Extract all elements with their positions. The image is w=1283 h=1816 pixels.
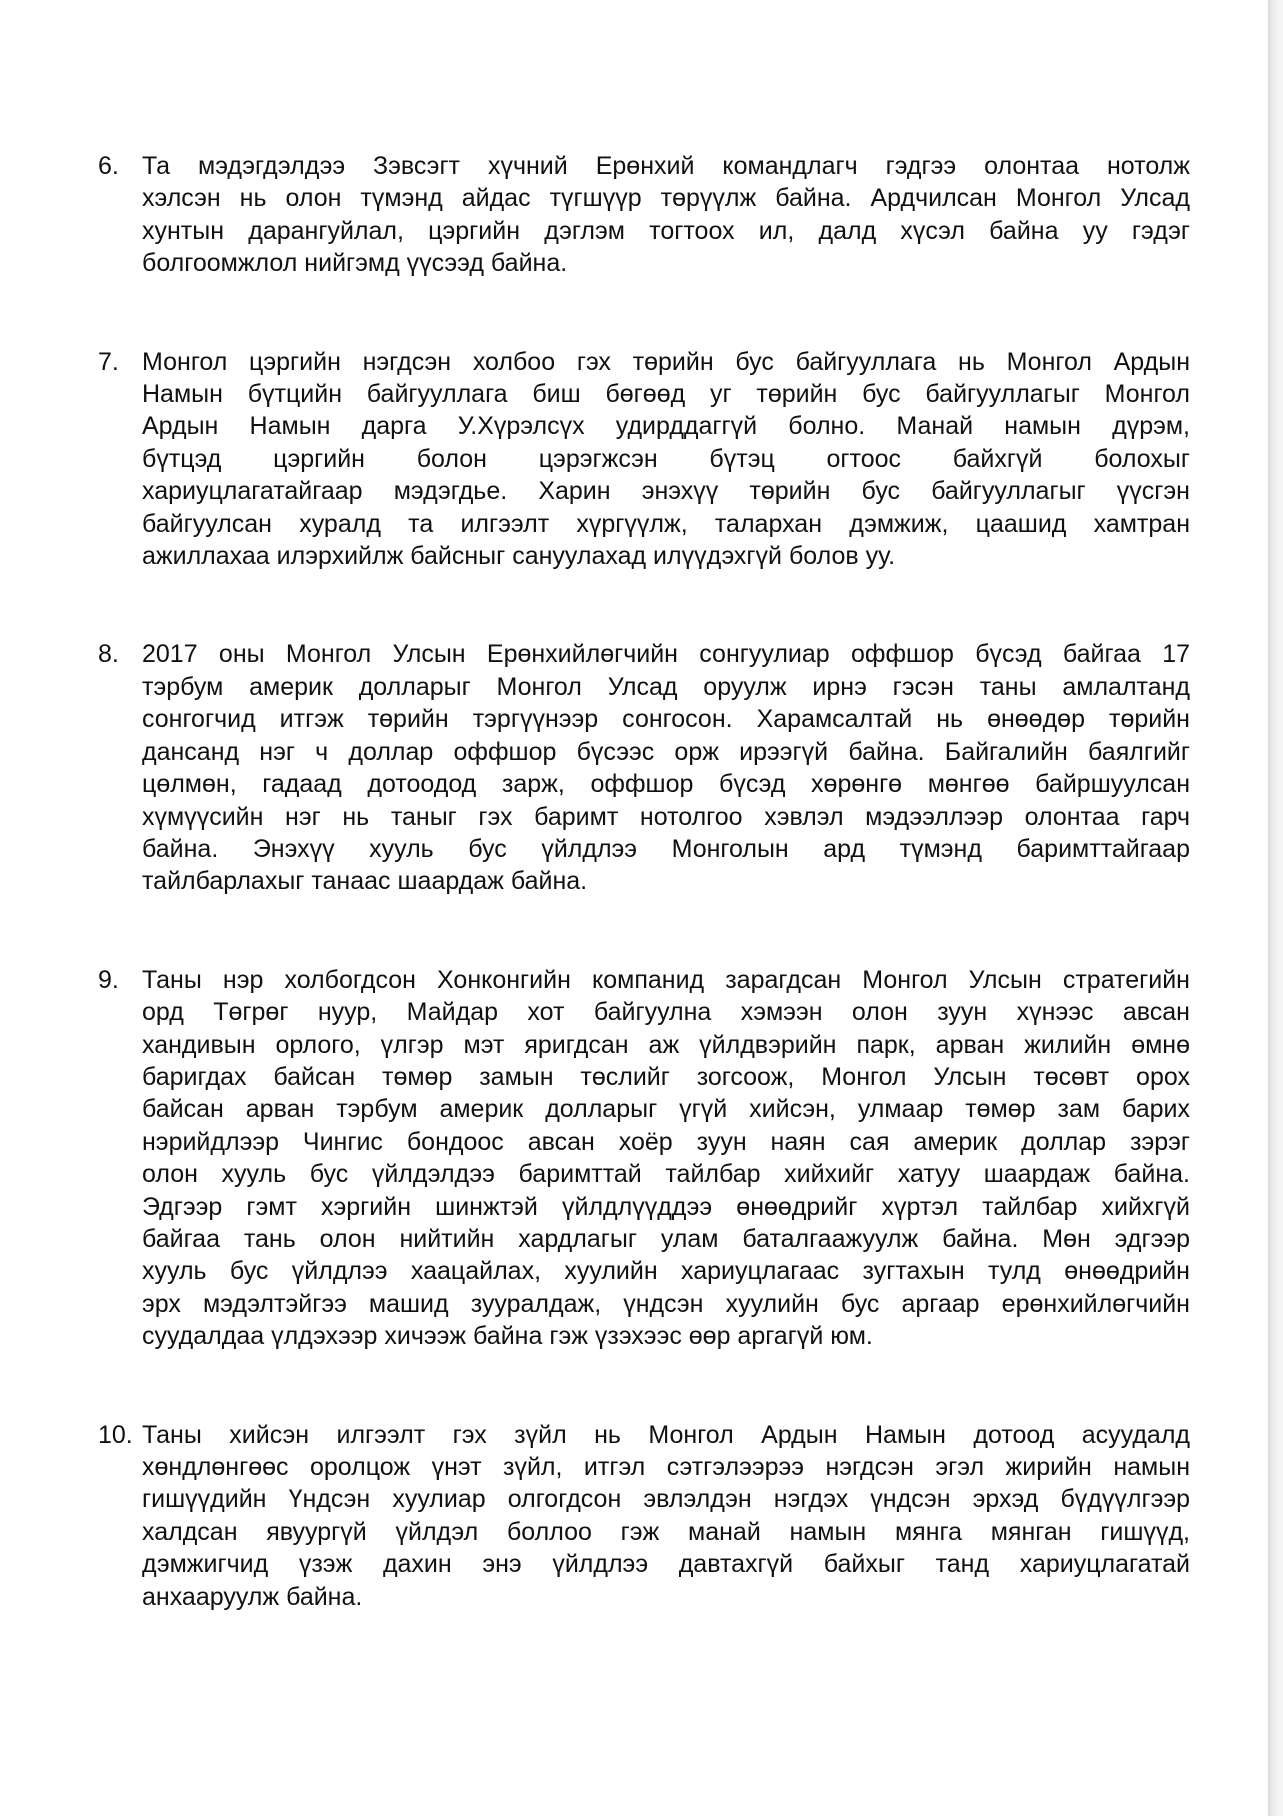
list-item	[98, 638, 1190, 897]
item-number: 9.	[98, 965, 119, 994]
text-line: хэлсэн нь олон түмэнд айдас түгшүүр төрүүлж байна. Ардчилсан Монгол Улсад	[142, 184, 1190, 213]
text-line: Эдгээр гэмт хэргийн шинжтэй үйлдлүүддээ өнөөдрийг хүртэл тайлбар хийхгүй	[142, 1192, 1190, 1221]
list-item	[98, 964, 1190, 1353]
text-line: суудалдаа үлдэхээр хичээж байна гэж үзэхээс өөр аргагүй юм.	[142, 1322, 873, 1351]
item-number: 6.	[98, 152, 119, 180]
page-edge-shadow	[1268, 0, 1283, 1816]
text-line: Ардын Намын дарга У.Хүрэлсүх удирддаггүй болно. Манай намын дүрэм,	[142, 412, 1190, 441]
text-line: тайлбарлахыг танаас шаардаж байна.	[142, 867, 588, 896]
item-number: 7.	[98, 347, 119, 376]
item-paragraph	[142, 638, 1190, 897]
text-line: Намын бүтцийн байгууллага биш бөгөөд уг төрийн бус байгууллагыг Монгол	[142, 380, 1190, 409]
item-number: 10.	[98, 1420, 133, 1449]
text-line: дансанд нэг ч доллар оффшор бүсээс орж ирээгүй байна. Байгалийн баялгийг	[142, 737, 1190, 766]
text-line: болгоомжлол нийгэмд үүсээд байна.	[142, 249, 568, 278]
text-line: 2017 оны Монгол Улсын Ерөнхийлөгчийн сонгуулиар оффшор бүсэд байгаа 17	[142, 640, 1190, 669]
text-line: байсан арван тэрбум америк долларыг үгүй хийсэн, улмаар төмөр зам барих	[142, 1095, 1190, 1124]
text-line: олон хууль бус үйлдэлдээ баримттай тайлбар хийхийг хатуу шаардаж байна.	[142, 1160, 1190, 1189]
text-line: хандивын орлого, үлгэр мэт яригдсан аж үйлдвэрийн парк, арван жилийн өмнө	[142, 1030, 1190, 1059]
text-line: хөндлөнгөөс оролцож үнэт зүйл, итгэл сэтгэлээрээ нэгдсэн эгэл жирийн намын	[142, 1453, 1190, 1481]
text-line: байгуулсан хуралд та илгээлт хүргүүлж, талархан дэмжиж, цаашид хамтран	[142, 509, 1190, 538]
list-item	[98, 346, 1190, 573]
text-line: эрх мэдэлтэйгээ машид зууралдаж, үндсэн хуулийн бус аргаар ерөнхийлөгчийн	[142, 1289, 1190, 1318]
list-item	[98, 1419, 1190, 1613]
text-line: Таны нэр холбогдсон Хонконгийн компанид зарагдсан Монгол Улсын стратегийн	[142, 965, 1190, 994]
text-line: орд Төгрөг нуур, Майдар хот байгуулна хэмээн олон зуун хүнээс авсан	[142, 998, 1190, 1027]
text-line: Таны хийсэн илгээлт гэх зүйл нь Монгол Ардын Намын дотоод асуудалд	[142, 1420, 1190, 1449]
text-line: нэрийдлээр Чингис бондоос авсан хоёр зуун наян сая америк доллар зэрэг	[142, 1127, 1190, 1156]
text-line: халдсан явуургүй үйлдэл боллоо гэж манай намын мянга мянган гишүүд,	[142, 1517, 1190, 1546]
numbered-list	[98, 150, 1190, 1613]
list-item	[98, 150, 1190, 280]
item-paragraph	[142, 150, 1190, 280]
text-line: бүтцэд цэргийн болон цэрэгжсэн бүтэц огтоос байхгүй болохыг	[142, 444, 1190, 473]
text-line: ажиллахаа илэрхийлж байсныг сануулахад илүүдэхгүй болов уу.	[142, 542, 896, 571]
text-line: анхааруулж байна.	[142, 1582, 363, 1611]
text-line: гишүүдийн Үндсэн хуулиар олгогдсон эвлэлдэн нэгдэх үндсэн эрхэд бүдүүлгээр	[142, 1485, 1190, 1514]
item-paragraph	[142, 964, 1190, 1353]
text-line: байгаа тань олон нийтийн хардлагыг улам баталгаажуулж байна. Мөн эдгээр	[142, 1224, 1190, 1253]
text-line: хүмүүсийн нэг нь таныг гэх баримт нотолгоо хэвлэл мэдээллээр олонтаа гарч	[142, 802, 1190, 831]
item-paragraph	[142, 346, 1190, 573]
text-line: хариуцлагатайгаар мэдэгдье. Харин энэхүү төрийн бус байгууллагыг үүсгэн	[142, 477, 1190, 506]
text-line: баригдах байсан төмөр замын төслийг зогсоож, Монгол Улсын төсөвт орох	[142, 1062, 1190, 1091]
text-line: Монгол цэргийн нэгдсэн холбоо гэх төрийн бус байгууллага нь Монгол Ардын	[142, 347, 1190, 376]
text-line: цөлмөн, гадаад дотоодод зарж, оффшор бүсэд хөрөнгө мөнгөө байршуулсан	[142, 770, 1190, 799]
text-line: Та мэдэгдэлдээ Зэвсэгт хүчний Ерөнхий командлагч гэдгээ олонтаа нотолж	[142, 152, 1190, 180]
text-line: дэмжигчид үзэж дахин энэ үйлдлээ давтахгүй байхыг танд хариуцлагатай	[142, 1550, 1190, 1579]
text-line: сонгогчид итгэж төрийн тэргүүнээр сонгосон. Харамсалтай нь өнөөдөр төрийн	[142, 705, 1190, 734]
text-line: хууль бус үйлдлээ хаацайлах, хуулийн хариуцлагаас зугтахын тулд өнөөдрийн	[142, 1257, 1190, 1286]
text-line: байна. Энэхүү хууль бус үйлдлээ Монголын ард түмэнд баримттайгаар	[142, 834, 1190, 863]
text-line: хунтын дарангуйлал, цэргийн дэглэм тогтоох ил, далд хүсэл байна уу гэдэг	[142, 216, 1190, 245]
item-paragraph	[142, 1419, 1190, 1613]
text-line: тэрбум америк долларыг Монгол Улсад оруулж ирнэ гэсэн таны амлалтанд	[142, 672, 1190, 701]
item-number: 8.	[98, 640, 119, 669]
